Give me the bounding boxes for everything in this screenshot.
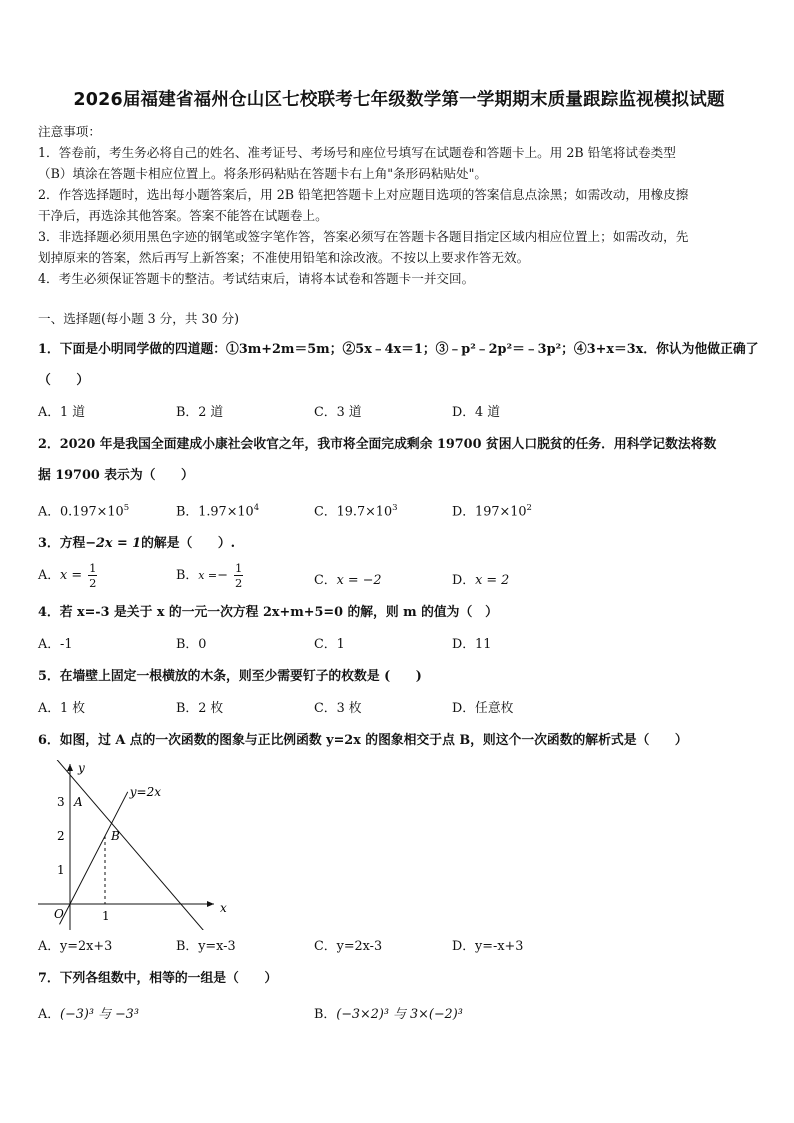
option-d: D．$197\times 10^2$	[452, 503, 532, 520]
option-b: B．x =− $\frac{1}{2}$	[176, 561, 243, 591]
option-b: B．y=x-3	[176, 939, 236, 955]
question-4-options	[38, 634, 760, 656]
option-a: A．y=2x+3	[38, 939, 113, 955]
option-d: D．x = 2	[452, 573, 510, 589]
origin-label: O	[54, 907, 64, 922]
option-c: C．3 枚	[314, 701, 362, 717]
option-c: C．1	[314, 637, 345, 653]
question-7: 7．下列各组数中，相等的一组是（ ）	[38, 971, 278, 987]
option-b: B．$1.97\times 10^4$	[176, 503, 260, 520]
question-2-options	[38, 497, 760, 523]
option-d: D．任意枚	[452, 701, 514, 717]
question-1-options	[38, 402, 760, 424]
question-3: 3．方程−2x = 1的解是（ ）.	[38, 536, 236, 552]
question-3-equation: −2x = 1	[85, 536, 142, 552]
question-1	[38, 339, 760, 392]
y-axis-label: y	[78, 761, 85, 776]
option-a: A．$0.197\times 10^5$	[38, 503, 130, 520]
option-d: D．11	[452, 637, 492, 653]
exam-page	[38, 86, 760, 1026]
question-2	[38, 434, 760, 487]
option-a: A．(−3)³ 与 −3³	[38, 1007, 139, 1023]
notice-line: 1．答卷前，考生务必将自己的姓名、准考证号、考场号和座位号填写在试题卷和答题卡上。用 2B 铅笔将试卷类型	[38, 145, 676, 160]
question-6-graph	[38, 760, 238, 930]
y-tick-2: 2	[57, 829, 65, 844]
option-a: A．x = $\frac{1}{2}$	[38, 561, 97, 591]
line-label: y=2x	[129, 785, 161, 800]
section-heading: 一、选择题(每小题 3 分，共 30 分)	[38, 311, 240, 326]
question-5: 5．在墙壁上固定一根横放的木条，则至少需要钉子的枚数是 ( )	[38, 669, 422, 685]
question-6-options	[38, 936, 760, 958]
option-b: B．0	[176, 637, 207, 653]
notice-line: 3．非选择题必须用黑色字迹的钢笔或签字笔作答，答案必须写在答题卡各题目指定区域内相应位置上；如需改动，先	[38, 229, 689, 244]
option-b: B．2 枚	[176, 701, 224, 717]
option-b: B．2 道	[176, 405, 224, 420]
question-5-options	[38, 698, 760, 720]
option-c: C．y=2x-3	[314, 939, 383, 955]
option-c: C．x = −2	[314, 573, 382, 589]
notice-line: 干净后，再选涂其他答案。答案不能答在试题卷上。	[38, 208, 328, 223]
option-a: A．-1	[38, 637, 73, 653]
point-b-label: B	[111, 829, 120, 844]
option-d: D．y=-x+3	[452, 939, 524, 955]
notice-line: 划掉原来的答案，然后再写上新答案；不准使用铅笔和涂改液。不按以上要求作答无效。	[38, 250, 530, 265]
question-3-options	[38, 561, 760, 592]
x-axis-label: x	[220, 901, 227, 916]
question-2-stem: 2．2020 年是我国全面建成小康社会收官之年，我市将全面完成剩余 19700 贫困人口脱贫的任务．用科学记数法将数	[38, 437, 717, 452]
option-b: B．(−3×2)³ 与 3×(−2)³	[314, 1007, 463, 1023]
page-title: 2026届福建省福州仓山区七校联考七年级数学第一学期期末质量跟踪监视模拟试题	[73, 90, 725, 110]
point-a-label: A	[74, 795, 83, 810]
option-a: A．1 枚	[38, 701, 86, 717]
question-2-stem-cont: 据 19700 表示为（ ）	[38, 468, 194, 483]
question-1-stem: 1．下面是小明同学做的四道题：①3m+2m＝5m；②5x﹣4x＝1；③﹣p²﹣2p²＝﹣3p²；④3+x＝3x．你认为他做正确了	[38, 342, 759, 357]
option-d: D．4 道	[452, 405, 501, 420]
option-a: A．1 道	[38, 405, 86, 420]
question-4: 4．若 x=-3 是关于 x 的一元一次方程 2x+m+5=0 的解，则 m 的值为（ ）	[38, 605, 498, 621]
notice-heading: 注意事项：	[38, 124, 101, 139]
notice-line: 4．考生必须保证答题卡的整洁。考试结束后，请将本试卷和答题卡一并交回。	[38, 271, 475, 286]
notice-block	[38, 121, 760, 289]
question-7-options	[38, 1004, 760, 1026]
question-1-blank: （ ）	[38, 373, 90, 388]
question-6: 6．如图，过 A 点的一次函数的图象与正比例函数 y=2x 的图象相交于点 B，则这个一次函数的解析式是（ ）	[38, 733, 688, 749]
option-c: C．$19.7\times 10^3$	[314, 503, 398, 520]
notice-line: 2．作答选择题时，选出每小题答案后，用 2B 铅笔把答题卡上对应题目选项的答案信息点涂黑；如需改动，用橡皮擦	[38, 187, 689, 202]
notice-line: （B）填涂在答题卡相应位置上。将条形码粘贴在答题卡右上角"条形码粘贴处"。	[38, 166, 488, 181]
x-tick-1: 1	[102, 909, 110, 924]
option-c: C．3 道	[314, 405, 362, 420]
y-tick-3: 3	[57, 795, 65, 810]
y-tick-1: 1	[57, 863, 65, 878]
